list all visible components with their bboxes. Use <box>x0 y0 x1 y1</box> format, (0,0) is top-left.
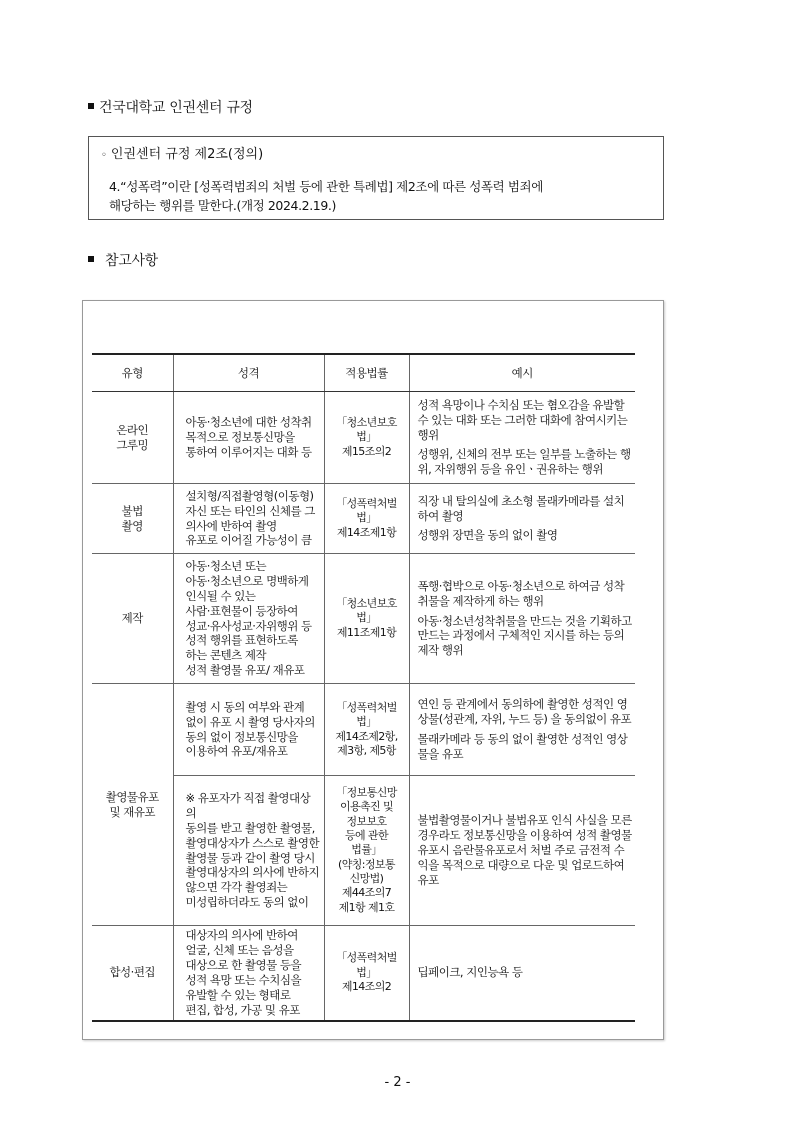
cell-nature: 아동·청소년 또는 아동·청소년으로 명백하게 인식될 수 있는 사람·표현물이 등장하여 성교·유사성교·자위행위 등 성적 행위를 표현하도록 하는 콘텐츠 제작 성적 촬영물 유포/ 재유포 <box>173 554 324 684</box>
cell-type: 합성·편집 <box>92 926 173 1021</box>
table-row <box>92 392 635 484</box>
cell-law: 「청소년보호법」 제15조의2 <box>324 392 409 484</box>
example-item: 불법촬영물이거나 불법유포 인식 사실을 모른 경우라도 정보통신망을 이용하여 성적 촬영물 유포시 음란물유포로서 처벌 주로 금전적 수익을 목적으로 대량으로 다운 및 업로드하여 유포 <box>417 813 632 887</box>
cell-examples <box>409 776 635 926</box>
example-item: 몰래카메라 등 동의 없이 촬영한 성적인 영상물을 유포 <box>417 732 628 761</box>
example-item: 성행위 장면을 동의 없이 촬영 <box>417 528 558 543</box>
cell-law: 「정보통신망 이용촉진 및 정보보호 등에 관한 법률」 (약칭:정보통 신망법) 제44조의7 제1항 제1호 <box>324 776 409 926</box>
example-item: 성적 욕망이나 수치심 또는 혐오감을 유발할 수 있는 대화 또는 그러한 대화에 참여시키는 행위 <box>417 397 628 442</box>
cell-nature: 대상자의 의사에 반하여 얼굴, 신체 또는 음성을 대상으로 한 촬영물 등을 성적 욕망 또는 수치심을 유발할 수 있는 형태로 편집, 합성, 가공 및 유포 <box>173 926 324 1021</box>
cell-type: 제작 <box>92 554 173 684</box>
table-row <box>92 684 635 776</box>
example-item: 폭행·협박으로 아동·청소년으로 하여금 성착취물을 제작하게 하는 행위 <box>417 578 625 608</box>
heading-text: 참고사항 <box>105 253 158 269</box>
table-row <box>92 554 635 684</box>
cell-type: 불법 촬영 <box>92 484 173 554</box>
section-heading-regulation <box>88 97 253 117</box>
header-examples: 예시 <box>409 354 635 392</box>
example-item: 딥페이크, 지인능욕 등 <box>417 965 523 980</box>
cell-examples <box>409 684 635 776</box>
cell-examples <box>409 392 635 484</box>
regulation-title-text: 인권센터 규정 제2조(정의) <box>110 147 264 162</box>
page-number: - 2 - <box>384 1075 411 1090</box>
regulation-box-title <box>101 143 263 162</box>
heading-text: 건국대학교 인권센터 규정 <box>99 100 253 116</box>
cell-examples <box>409 926 635 1021</box>
example-item: 직장 내 탈의실에 초소형 몰래카메라를 설치하여 촬영 <box>417 493 625 523</box>
reference-table <box>92 353 635 1022</box>
cell-examples <box>409 484 635 554</box>
header-law: 적용법률 <box>324 354 409 392</box>
table-row <box>92 484 635 554</box>
table-row <box>92 776 635 926</box>
cell-type: 온라인 그루밍 <box>92 392 173 484</box>
regulation-line-1: 4.“성폭력”이란 [성폭력범죄의 처벌 등에 관한 특례법] 제2조에 따른 성폭력 범죄에 <box>109 179 543 194</box>
cell-type: 촬영물유포 및 재유포 <box>92 684 173 926</box>
example-item: 아동·청소년성착취물을 만드는 것을 기획하고 만드는 과정에서 구체적인 지시를 하는 등의 제작 행위 <box>417 613 632 658</box>
cell-examples <box>409 554 635 684</box>
cell-law: 「청소년보호법」 제11조제1항 <box>324 554 409 684</box>
circle-bullet-icon: ◦ <box>101 150 107 161</box>
header-nature: 성격 <box>173 354 324 392</box>
square-bullet-icon <box>88 256 94 262</box>
cell-law: 「성폭력처벌법」 제14조제1항 <box>324 484 409 554</box>
example-item: 연인 등 관계에서 동의하에 촬영한 성적인 영상물(성관계, 자위, 누드 등) 을 동의없이 유포 <box>417 697 632 727</box>
cell-nature: 설치형/직접촬영형(이동형) 자신 또는 타인의 신체를 그 의사에 반하여 촬영 유포로 이어질 가능성이 큼 <box>173 484 324 554</box>
regulation-line-2: 해당하는 행위를 말한다.(개정 2024.2.19.) <box>109 198 336 213</box>
cell-nature: 촬영 시 동의 여부와 관계 없이 유포 시 촬영 당사자의 동의 없이 정보통신망을 이용하여 유포/재유포 <box>173 684 324 776</box>
cell-law: 「성폭력처벌법」 제14조제2항, 제3항, 제5항 <box>324 684 409 776</box>
table-row <box>92 926 635 1021</box>
example-item: 성행위, 신체의 전부 또는 일부를 노출하는 행위, 자위행위 등을 유인ㆍ권유하는 행위 <box>417 447 631 477</box>
section-heading-reference <box>88 250 158 270</box>
table-header-row <box>92 354 635 392</box>
header-type: 유형 <box>92 354 173 392</box>
regulation-box <box>88 136 664 220</box>
cell-nature: ※ 유포자가 직접 촬영대상의 동의를 받고 촬영한 촬영물, 촬영대상자가 스스로 촬영한 촬영물 등과 같이 촬영 당시 촬영대상자의 의사에 반하지 않으면 각각 촬영죄는 미성립하더라도 동의 없이 <box>173 776 324 926</box>
cell-law: 「성폭력처벌법」 제14조의2 <box>324 926 409 1021</box>
square-bullet-icon <box>88 103 94 109</box>
cell-nature: 아동·청소년에 대한 성착취 목적으로 정보통신망을 통하여 이루어지는 대화 등 <box>173 392 324 484</box>
